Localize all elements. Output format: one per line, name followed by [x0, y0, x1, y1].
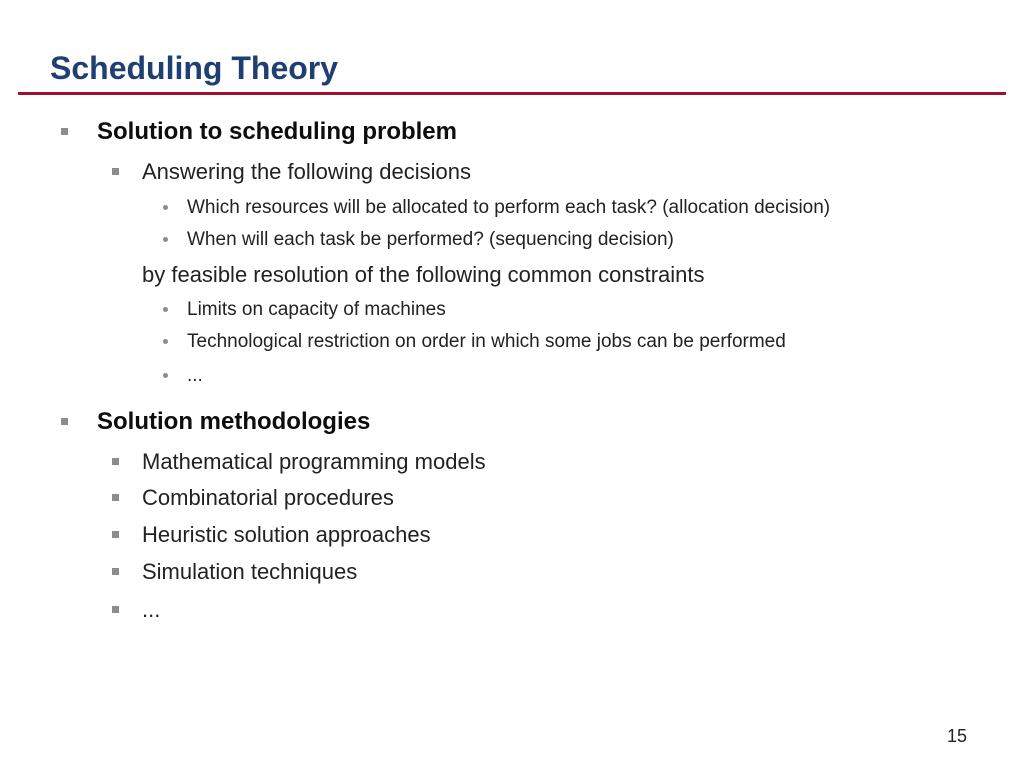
square-bullet-icon — [61, 418, 68, 425]
bullet-methodologies-ellipsis: ... — [142, 596, 160, 624]
bullet-mathematical-programming: Mathematical programming models — [142, 448, 486, 476]
bullet-simulation-techniques: Simulation techniques — [142, 558, 357, 586]
round-bullet-icon — [163, 339, 168, 344]
round-bullet-icon — [163, 205, 168, 210]
page-number: 15 — [946, 726, 967, 746]
slide-title: Scheduling Theory — [50, 50, 339, 86]
round-bullet-icon — [163, 307, 168, 312]
square-bullet-icon — [112, 531, 119, 538]
bullet-capacity-limits: Limits on capacity of machines — [187, 296, 446, 324]
square-bullet-icon — [61, 128, 68, 135]
bullet-constraints-ellipsis: ... — [187, 362, 203, 390]
bullet-combinatorial-procedures: Combinatorial procedures — [142, 484, 394, 512]
square-bullet-icon — [112, 568, 119, 575]
bullet-technological-restriction: Technological restriction on order in which some jobs can be performed — [187, 328, 786, 356]
square-bullet-icon — [112, 458, 119, 465]
bullet-solution-to-scheduling-problem: Solution to scheduling problem — [97, 118, 457, 146]
bullet-heuristic-approaches: Heuristic solution approaches — [142, 521, 431, 549]
constraints-label: by feasible resolution of the following common constraints — [142, 262, 705, 287]
round-bullet-icon — [163, 237, 168, 242]
bullet-solution-methodologies: Solution methodologies — [97, 408, 370, 436]
bullet-sequencing-decision: When will each task be performed? (sequencing decision) — [187, 226, 674, 254]
round-bullet-icon — [163, 373, 168, 378]
square-bullet-icon — [112, 606, 119, 613]
square-bullet-icon — [112, 168, 119, 175]
bullet-allocation-decision: Which resources will be allocated to perform each task? (allocation decision) — [187, 194, 830, 222]
bullet-answering-decisions: Answering the following decisions — [142, 158, 471, 186]
title-divider — [18, 92, 1006, 95]
square-bullet-icon — [112, 494, 119, 501]
